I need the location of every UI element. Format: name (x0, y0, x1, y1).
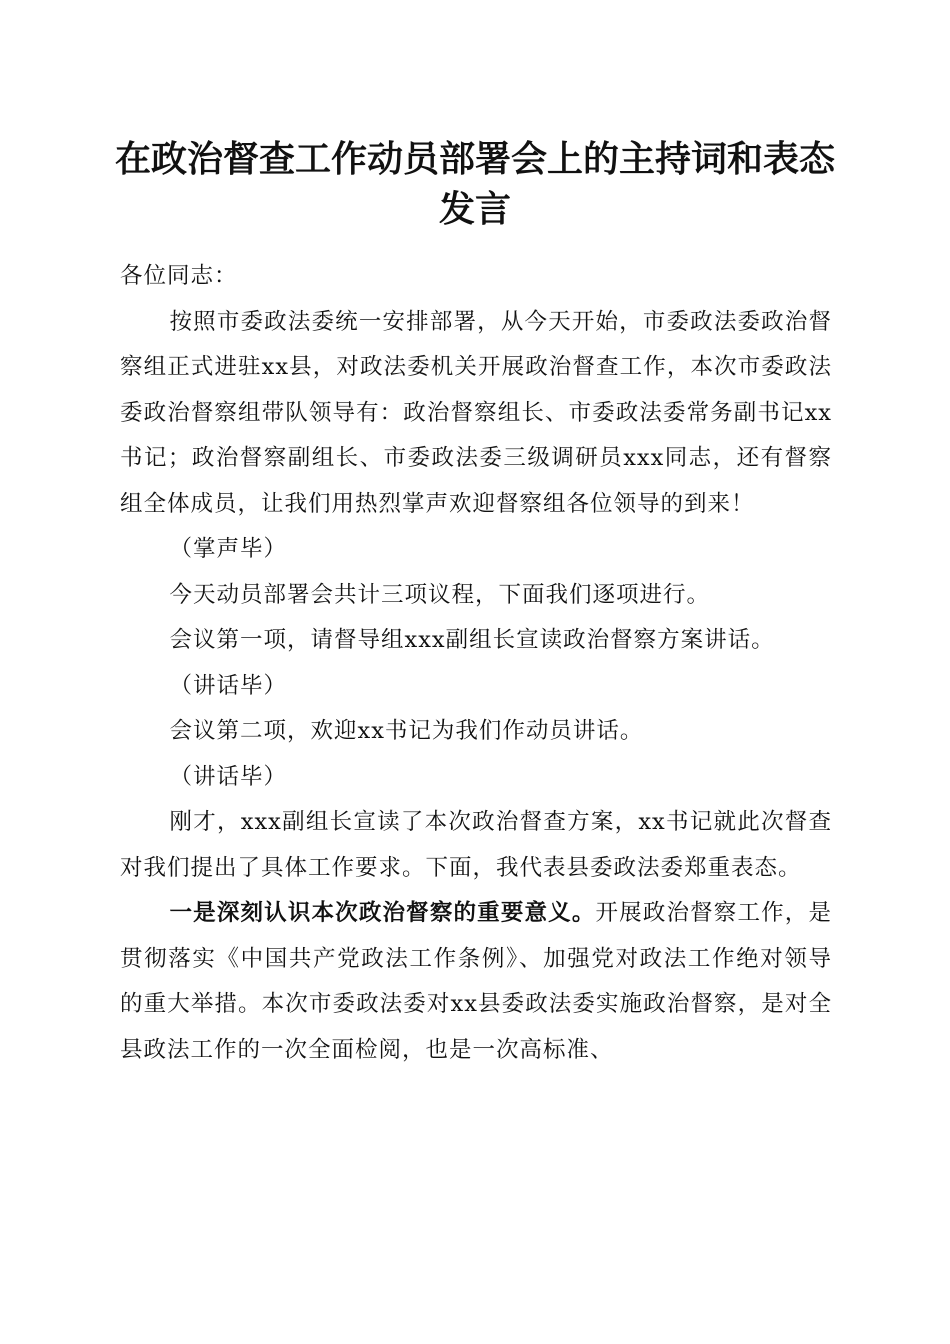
point-one-heading: 一是深刻认识本次政治督察的重要意义。 (169, 900, 596, 926)
point-one-text: 开展政治督察工作，是贯彻落实《中国共产党政法工作条例》、加强党对政法工作绝对领导的重大举措。本次市委政法委对xx县委政法委实施政治督察，是对全县政法工作的一次全面检阅，也是一次高标准、 (120, 900, 832, 1063)
document-title (100, 134, 850, 234)
document-body (120, 254, 832, 1073)
paragraph-intro: 按照市委政法委统一安排部署，从今天开始，市委政法委政治督察组正式进驻xx县，对政法委机关开展政治督查工作，本次市委政法委政治督察组带队领导有：政治督察组长、市委政法委常务副书记xx书记；政治督察副组长、市委政法委三级调研员xxx同志，还有督察组全体成员，让我们用热烈掌声欢迎督察组各位领导的到来！ (120, 308, 832, 517)
salutation: 各位同志： (120, 263, 238, 289)
title-line-1: 在政治督查工作动员部署会上的主持词和表态 (114, 138, 835, 180)
paragraph-point-one (120, 891, 832, 1073)
paragraph-speech-note-2: （讲话毕） (169, 763, 288, 790)
paragraph-item-one: 会议第一项，请督导组xxx副组长宣读政治督察方案讲话。 (169, 627, 775, 653)
paragraph-speech-note-1: （讲话毕） (169, 672, 288, 699)
paragraph-applause-note: （掌声毕） (169, 536, 288, 562)
paragraph-agenda: 今天动员部署会共计三项议程，下面我们逐项进行。 (169, 581, 711, 608)
paragraph-statement-intro: 刚才，xxx副组长宣读了本次政治督查方案，xx书记就此次督查对我们提出了具体工作要求。下面，我代表县委政法委郑重表态。 (120, 809, 832, 881)
paragraph-item-two: 会议第二项，欢迎xx书记为我们作动员讲话。 (169, 718, 644, 744)
title-line-2: 发言 (438, 188, 511, 230)
